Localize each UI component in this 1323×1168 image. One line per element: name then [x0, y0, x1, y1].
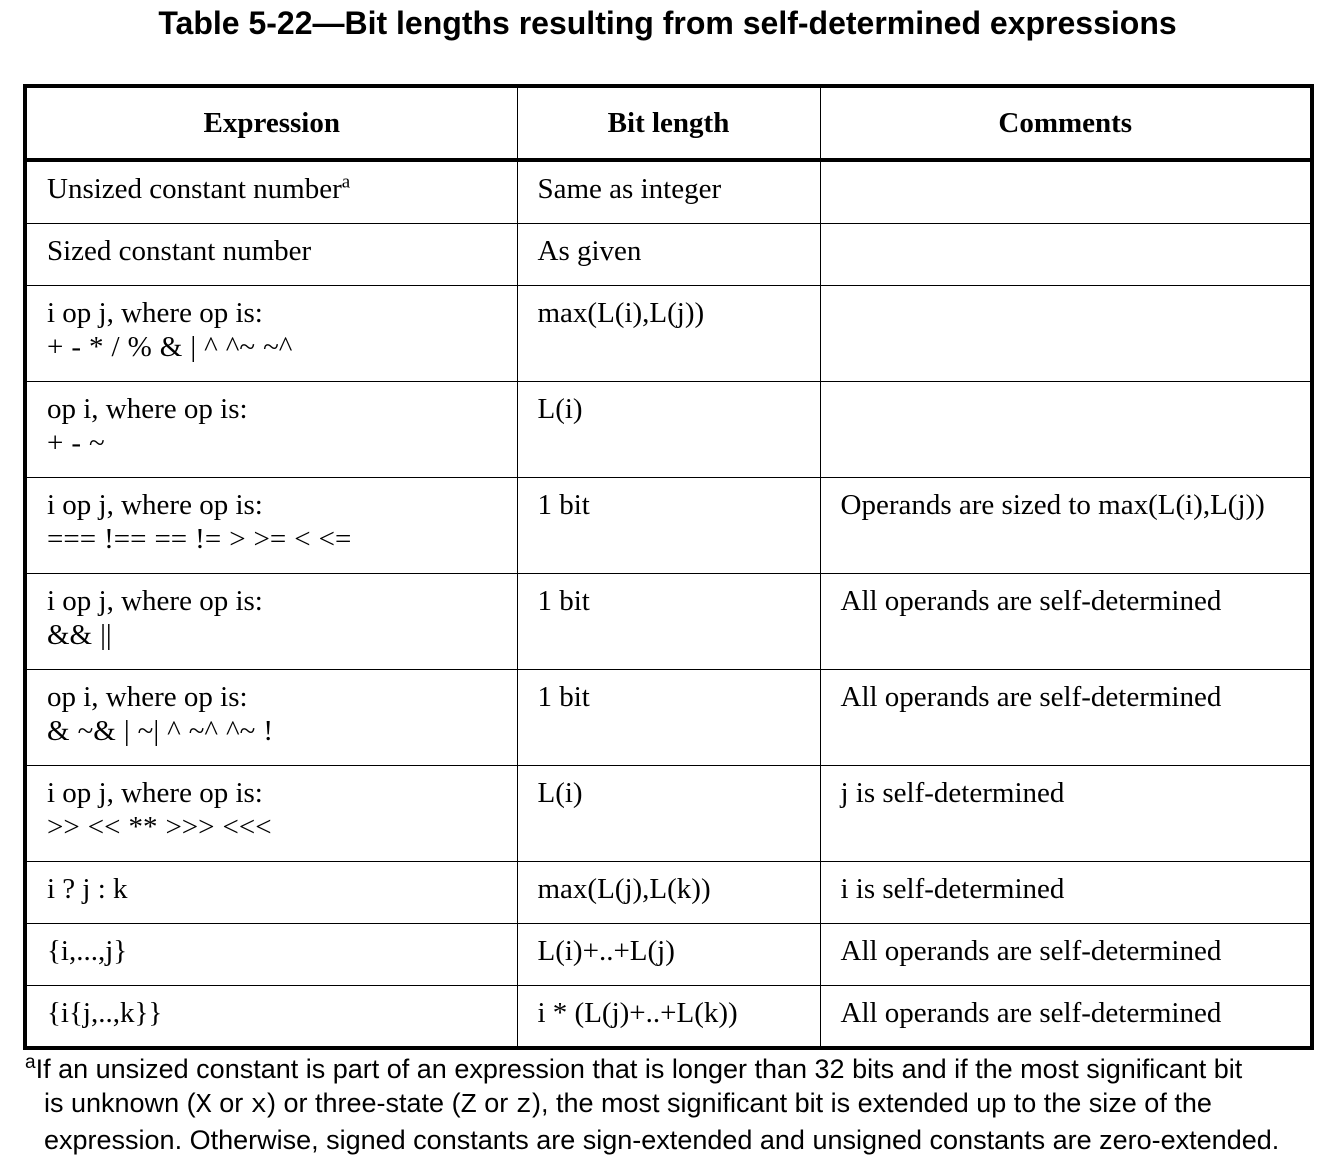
operator-token: **	[128, 811, 158, 843]
table-row	[25, 986, 1312, 1049]
footnote-text: or	[211, 1088, 251, 1118]
operator-token: <<<	[222, 811, 272, 843]
operator-token: +	[47, 427, 64, 459]
expression-cell	[25, 382, 517, 478]
table-row	[25, 286, 1312, 382]
operator-token: &	[47, 715, 70, 747]
expression-text: i op j, where op is:	[47, 777, 263, 809]
operator-token: +	[47, 331, 64, 363]
operator-token: /	[111, 331, 120, 363]
code-literal: Z	[460, 1091, 477, 1121]
operator-token: -	[71, 427, 82, 459]
comment-cell	[820, 382, 1312, 478]
operator-list	[47, 522, 517, 556]
expression-text: Sized constant number	[47, 235, 312, 267]
code-literal: z	[515, 1091, 532, 1121]
expression-text: op i, where op is:	[47, 681, 248, 713]
comment-cell	[820, 224, 1312, 286]
operator-token: ===	[47, 523, 97, 555]
operator-token: !=	[195, 523, 222, 555]
expression-cell	[25, 574, 517, 670]
footnote-text: or	[476, 1088, 516, 1118]
bit-length-cell: L(i)	[517, 382, 820, 478]
expression-text: i op j, where op is:	[47, 297, 263, 329]
expression-cell	[25, 478, 517, 574]
operator-token: <=	[318, 523, 352, 555]
comment-cell: All operands are self-determined	[820, 924, 1312, 986]
expression-cell	[25, 924, 517, 986]
table-row	[25, 670, 1312, 766]
operator-token: ~^	[188, 715, 219, 747]
bit-length-cell: Same as integer	[517, 160, 820, 224]
bit-length-cell: 1 bit	[517, 478, 820, 574]
table-row	[25, 478, 1312, 574]
bit-length-cell: max(L(i),L(j))	[517, 286, 820, 382]
footnote-text: ) or three-state (	[267, 1088, 461, 1118]
operator-token: >>	[47, 811, 80, 843]
footnote-line-3: expression. Otherwise, signed constants are sign-extended and unsigned constants are zero-extended.	[44, 1125, 1280, 1155]
operator-token: ||	[100, 619, 112, 651]
expression-text: op i, where op is:	[47, 393, 248, 425]
operator-list	[47, 618, 517, 652]
comment-cell	[820, 160, 1312, 224]
footnote-mark: a	[25, 1052, 36, 1073]
operator-token: >=	[253, 523, 287, 555]
code-literal: x	[250, 1091, 267, 1121]
operator-token: ~|	[137, 715, 160, 747]
bit-length-cell: 1 bit	[517, 574, 820, 670]
table-row	[25, 224, 1312, 286]
operator-token: ^	[204, 331, 218, 363]
footnote-text: If an unsized constant is part of an expression that is longer than 32 bits and if the most significant bit	[35, 1054, 1243, 1084]
comment-cell: All operands are self-determined	[820, 574, 1312, 670]
comment-cell	[820, 286, 1312, 382]
footnote-ref: a	[341, 171, 351, 193]
code-literal: X	[195, 1091, 212, 1121]
bit-length-cell: i * (L(j)+..+L(k))	[517, 986, 820, 1049]
operator-token: !	[263, 715, 274, 747]
bit-length-cell: L(i)	[517, 766, 820, 862]
footnote-line-1	[25, 1052, 1295, 1086]
table-caption: Table 5-22—Bit lengths resulting from self-determined expressions	[158, 5, 1177, 41]
expression-cell	[25, 986, 517, 1049]
expression-text: i ? j : k	[47, 873, 128, 905]
expression-text: i op j, where op is:	[47, 489, 263, 521]
table-row	[25, 574, 1312, 670]
operator-token: &	[159, 331, 183, 363]
footnote-text: is unknown (	[44, 1088, 196, 1118]
comment-cell: i is self-determined	[820, 862, 1312, 924]
table-footnote	[25, 1052, 1295, 1157]
expression-text: Unsized constant number	[47, 173, 342, 205]
operator-token: ==	[154, 523, 188, 555]
operator-list	[47, 330, 517, 364]
bit-length-cell: L(i)+..+L(j)	[517, 924, 820, 986]
bit-length-cell: 1 bit	[517, 670, 820, 766]
header-expression: Expression	[25, 86, 517, 160]
operator-token: ~&	[77, 715, 116, 747]
operator-list	[47, 714, 517, 748]
table-row	[25, 382, 1312, 478]
operator-token: *	[89, 331, 104, 363]
expression-cell	[25, 862, 517, 924]
comment-cell: All operands are self-determined	[820, 986, 1312, 1049]
operator-token: ~	[89, 427, 105, 459]
expression-cell	[25, 766, 517, 862]
bit-length-table	[23, 84, 1314, 1050]
header-bit-length: Bit length	[517, 86, 820, 160]
bit-length-cell: max(L(j),L(k))	[517, 862, 820, 924]
operator-token: |	[123, 715, 130, 747]
expression-text: i op j, where op is:	[47, 585, 263, 617]
operator-token: >	[229, 523, 246, 555]
operator-token: |	[190, 331, 197, 363]
comment-cell: Operands are sized to max(L(i),L(j))	[820, 478, 1312, 574]
expression-text: {i{j,..,k}}	[47, 997, 163, 1029]
bit-length-cell: As given	[517, 224, 820, 286]
comment-cell: j is self-determined	[820, 766, 1312, 862]
expression-text: {i,...,j}	[47, 935, 128, 967]
operator-token: ^~	[225, 331, 256, 363]
operator-token: !==	[104, 523, 147, 555]
table-row	[25, 766, 1312, 862]
operator-token: %	[127, 331, 152, 363]
comment-cell: All operands are self-determined	[820, 670, 1312, 766]
footnote-line-2	[25, 1086, 1295, 1123]
expression-cell	[25, 224, 517, 286]
table-row	[25, 924, 1312, 986]
operator-token: ^~	[226, 715, 256, 747]
operator-token: >>>	[165, 811, 215, 843]
expression-cell	[25, 160, 517, 224]
operator-token: ~^	[263, 331, 293, 363]
table-row	[25, 862, 1312, 924]
operator-list	[47, 426, 517, 460]
operator-token: &&	[47, 619, 93, 651]
table-row	[25, 160, 1312, 224]
header-row	[25, 86, 1312, 160]
operator-token: <	[294, 523, 311, 555]
operator-token: <<	[87, 811, 121, 843]
operator-list	[47, 810, 517, 844]
operator-token: ^	[167, 715, 181, 747]
expression-cell	[25, 670, 517, 766]
expression-cell	[25, 286, 517, 382]
operator-token: -	[71, 331, 82, 363]
header-comments: Comments	[820, 86, 1312, 160]
footnote-text: ), the most significant bit is extended up to the size of the	[531, 1088, 1212, 1118]
